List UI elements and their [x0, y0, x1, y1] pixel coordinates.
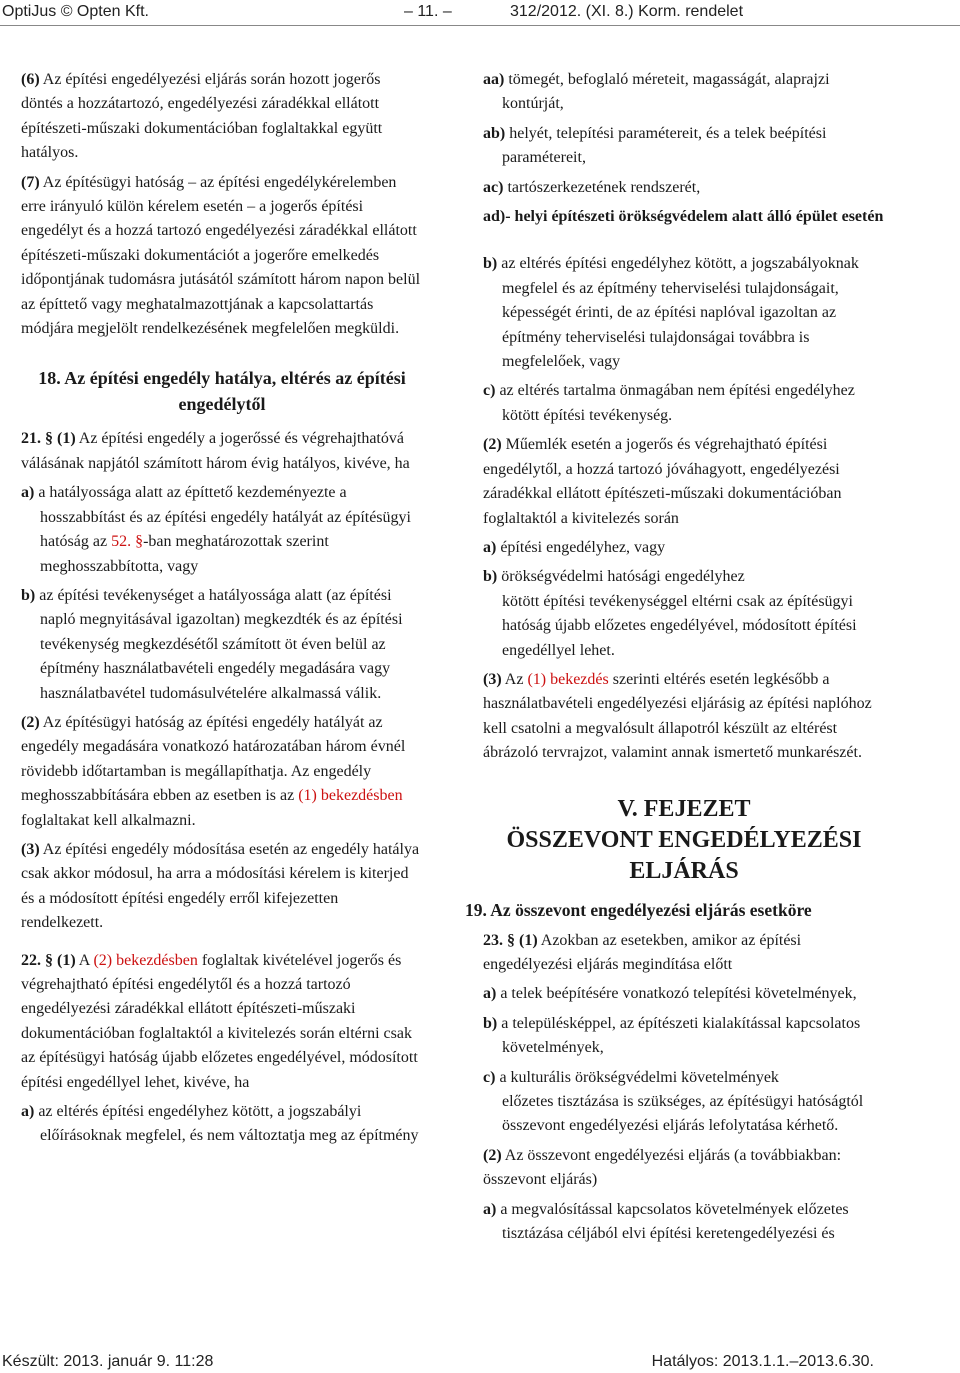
- paragraph-text: Az összevont engedélyezési eljárás (a továbbiakban: összevont eljárás): [483, 1146, 842, 1189]
- article-21-point-a: [21, 481, 423, 579]
- paragraph-text: Az építési engedélyezési eljárás során hozott jogerős döntés a hozzátartozó, engedélyezési záradékkal ellátott építészeti-műszaki dokumentációban foglaltakkal együtt hatályos.: [21, 71, 383, 162]
- section-heading-18: 18. Az építési engedély hatálya, eltérés az építési engedélytől: [38, 368, 406, 415]
- point-label: c): [483, 1068, 496, 1086]
- point-label: a): [483, 985, 497, 1003]
- point-label: b): [21, 586, 36, 604]
- article-number: 22.: [21, 951, 41, 969]
- paragraph-number: (2): [21, 713, 40, 731]
- point-label: aa): [483, 71, 505, 88]
- paragraph-text-cont: foglaltakat kell alkalmazni.: [21, 811, 196, 829]
- section-sign: §: [45, 430, 53, 448]
- point-text: az eltérés építési engedélyhez kötött, a jogszabályi előírásoknak megfelel, és nem változtatja meg az építmény: [34, 1103, 419, 1145]
- paragraph-text: Az építési engedély módosítása esetén az engedély hatálya csak akkor módosul, ha arra a módosítási kérelem is kiterjed és a módosított építési engedély erről kifejezetten rendelkezett.: [21, 840, 420, 932]
- article-22-p2-point-b: [483, 565, 885, 589]
- point-text: építési engedélyhez, vagy: [496, 538, 666, 556]
- article-23-paragraph-1: [483, 929, 885, 978]
- chapter-title-line-2: ELJÁRÁS: [629, 857, 739, 884]
- point-text: örökségvédelmi hatósági engedélyhez: [497, 568, 745, 586]
- page-header: [0, 2, 960, 24]
- left-column: [21, 68, 423, 1154]
- paragraph-text: Műemlék esetén a jogerős és végrehajtható építési engedélytől, a hozzá tartozó jóváhagyott, engedélyezési záradékkal ellátott építészeti-műszaki dokumentációban foglaltaktól a kivitelezés során: [483, 436, 842, 527]
- paragraph-number: (6): [21, 71, 40, 88]
- cross-reference-link[interactable]: 52. §: [111, 533, 144, 551]
- article-22-p2-point-a: [483, 536, 885, 560]
- paragraph-7: [21, 171, 423, 342]
- chapter-heading: [483, 794, 885, 887]
- point-text: tömegét, befoglaló méreteit, magasságát, alaprajzi kontúrját,: [502, 71, 830, 113]
- point-text: az eltérés építési engedélyhez kötött, a jogszabályoknak megfelel és az építmény teherviselési tulajdonságait, képességét érinti, de az építési naplóval igazoltan az építmény teherviselési tulajdonságai továbbra is megfelelőek, vagy: [497, 255, 859, 371]
- point-text: a hatályossága alatt az építtető kezdeményezte a hosszabbítást és az építési engedély hatályát az építésügyi hatóság az: [34, 484, 411, 551]
- article-21-paragraph-2: [21, 711, 423, 833]
- paragraph-text: Az építésügyi hatóság az építési engedély hatályát az engedély megadására vonatkozó határozatában három évnél rövidebb időtartamban is megállapíthatja. Az engedély meghosszabbítására ebben az esetben is az: [21, 713, 406, 805]
- paragraph-number: (2): [483, 436, 502, 454]
- point-label: c): [483, 382, 496, 400]
- point-label: a): [483, 1200, 497, 1218]
- point-text: a kulturális örökségvédelmi követelmények: [495, 1068, 779, 1086]
- point-c: [483, 379, 885, 428]
- point-text: a megvalósítással kapcsolatos követelmények előzetes tisztázása céljából elvi építési keretengedélyezési és: [496, 1200, 849, 1243]
- point-text-cont: -ban meghatározottak szerint meghosszabbította, vagy: [40, 533, 329, 575]
- section-sign: §: [507, 931, 515, 949]
- paragraph-text: Az építési engedély a jogerőssé és végrehajthatóvá válásának napjától számított három évig hatályos, kivéve, ha: [21, 430, 410, 472]
- article-number: 23.: [483, 931, 503, 949]
- point-label: b): [483, 255, 498, 273]
- article-21-paragraph-3: [21, 838, 423, 936]
- point-text: az építési tevékenységet a hatályossága alatt (az építési napló megnyitásával igazoltan) megkezdték és az építési tevékenység megkezdésétől számított öt éven belül az építmény használatbavételi engedély megadására vagy használatbavétel tudomásulvételére alkalmassá válik.: [35, 586, 403, 702]
- point-label: a): [483, 538, 497, 556]
- cross-reference-link[interactable]: (1) bekezdés: [527, 670, 609, 688]
- paragraph-text: Azokban az esetekben, amikor az építési engedélyezési eljárás megindítása előtt: [483, 931, 802, 973]
- article-23-p1-continuation: előzetes tisztázása is szükséges, az építésügyi hatóságtól összevont engedélyezési eljárás lefolytatása kérhető.: [502, 1093, 864, 1135]
- point-ab: [483, 122, 885, 171]
- point-b: [483, 252, 885, 374]
- paragraph-text: A: [75, 951, 94, 969]
- section-sign: §: [45, 951, 53, 969]
- point-text: helyét, telepítési paramétereit, és a telek beépítési paramétereit,: [502, 124, 827, 167]
- cross-reference-link[interactable]: (1) bekezdésben: [298, 787, 403, 805]
- paragraph-text-cont: foglaltak kivételével jogerős és végrehajtható építési engedélytől és a hozzá tartozó engedélyezési záradékkal ellátott építészeti-műszaki dokumentációban foglaltaktól a kivitelezés során eltérni csak az építésügyi hatóság újabb előzetes engedélyével, módosított építési engedéllyel lehet, kivéve, ha: [21, 951, 418, 1091]
- article-22-paragraph-1: [21, 949, 423, 1095]
- chapter-title-line-1: ÖSSZEVONT ENGEDÉLYEZÉSI: [506, 826, 862, 853]
- paragraph-number: (1): [57, 951, 76, 969]
- article-21-point-b: [21, 584, 423, 706]
- point-text: tartószerkezetének rendszerét,: [503, 178, 701, 196]
- article-23-p2-point-a: [483, 1198, 885, 1247]
- point-text: az eltérés tartalma önmagában nem építési engedélyhez kötött építési tevékenység.: [495, 382, 855, 424]
- point-label: a): [21, 1103, 35, 1121]
- article-22-point-a: [21, 1100, 423, 1149]
- point-label: ac): [483, 178, 504, 196]
- paragraph-6: [21, 68, 423, 166]
- paragraph-number: (3): [483, 670, 502, 688]
- point-text: a településképpel, az építészeti kialakítással kapcsolatos követelmények,: [497, 1014, 861, 1057]
- article-23-point-c: [483, 1066, 885, 1090]
- point-text: a telek beépítésére vonatkozó telepítési követelmények,: [496, 985, 857, 1003]
- header-publisher: OptiJus © Opten Kft.: [2, 3, 149, 20]
- point-ad: ad)- helyi építészeti örökségvédelem alatt álló épület esetén: [483, 208, 884, 226]
- paragraph-number: (1): [57, 430, 76, 448]
- paragraph-number: (7): [21, 173, 40, 191]
- header-rule: [0, 25, 960, 26]
- header-page-number: – 11. –: [404, 3, 452, 20]
- section-heading-19: 19. Az összevont engedélyezési eljárás esetköre: [465, 899, 812, 920]
- article-23-paragraph-2: [483, 1144, 885, 1193]
- paragraph-text: Az építésügyi hatóság – az építési engedélykérelemben erre irányuló külön kérelem esetén – a jogerős építési engedélyt és a hozzá tartozó engedélyezési záradékkal ellátott építészeti-műszaki dokumentációt a jogerőre emelkedés időpontjának tudomásra jutásától számított három napon belül az építtető vagy meghatalmazottjának a kapcsolattartás módjára megjelölt rendelkezésének megfelelően megküldi.: [21, 173, 421, 338]
- right-column: [465, 68, 885, 1251]
- article-23-point-b: [483, 1012, 885, 1061]
- article-21-paragraph-1: [21, 427, 423, 476]
- article-number: 21.: [21, 430, 41, 448]
- paragraph-number: (2): [483, 1146, 502, 1164]
- paragraph-number: (1): [519, 931, 538, 949]
- point-label: ab): [483, 124, 506, 142]
- footer-created: Készült: 2013. január 9. 11:28: [2, 1353, 214, 1370]
- cross-reference-link[interactable]: (2) bekezdésben: [93, 951, 198, 969]
- article-22-paragraph-2: [483, 433, 885, 531]
- page-footer: [0, 1352, 960, 1372]
- article-22-paragraph-3: [483, 668, 885, 766]
- point-label: b): [483, 1014, 498, 1032]
- paragraph-text: Az: [501, 670, 528, 688]
- article-23-point-a: [483, 982, 885, 1006]
- article-22-p2-continuation: kötött építési tevékenységgel eltérni csak az építésügyi hatóság újabb előzetes engedélyével, módosított építési engedéllyel lehet.: [502, 592, 857, 659]
- point-aa: [483, 68, 885, 117]
- header-title: 312/2012. (XI. 8.) Korm. rendelet: [510, 3, 744, 20]
- point-label: b): [483, 568, 498, 586]
- paragraph-text-cont: szerinti eltérés esetén legkésőbb a használatbavételi engedélyezési eljárásig az építési naplóhoz kell csatolni a megvalósult állapotról készült az eltérést ábrázoló tervrajzot, valamint annak ismertető munkarészét.: [483, 670, 872, 762]
- point-label: a): [21, 484, 35, 502]
- footer-effective: Hatályos: 2013.1.1.–2013.6.30.: [651, 1353, 874, 1370]
- point-ac: [483, 176, 885, 200]
- paragraph-number: (3): [21, 840, 40, 858]
- chapter-number: V. FEJEZET: [617, 795, 751, 822]
